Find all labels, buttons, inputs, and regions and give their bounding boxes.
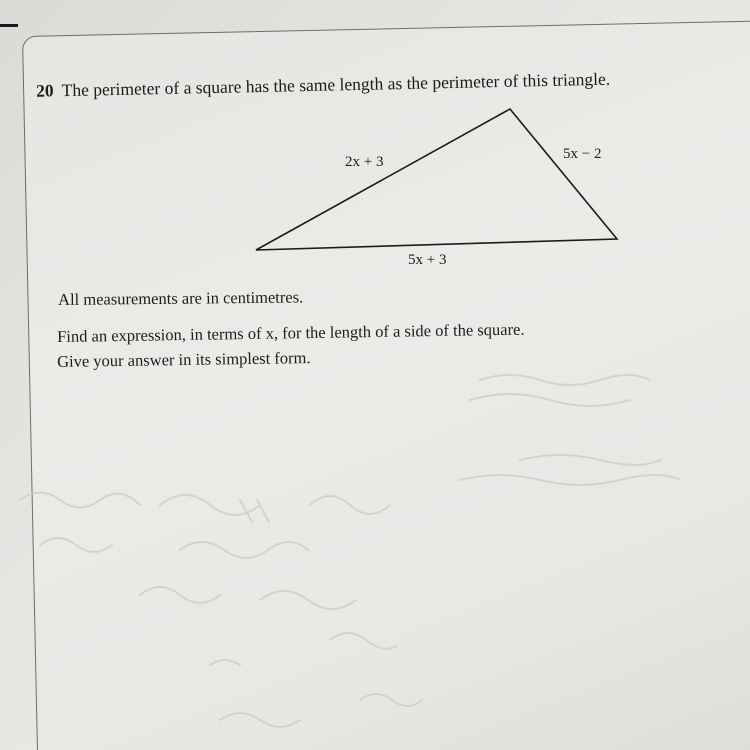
side-label-right: 5x − 2 xyxy=(563,146,602,162)
units-note: All measurements are in centimetres. xyxy=(58,287,304,309)
instruction-line-2: Give your answer in its simplest form. xyxy=(57,348,311,371)
question-number: 20 xyxy=(35,80,54,101)
instruction-line-1: Find an expression, in terms of x, for the length of a side of the square. xyxy=(57,319,525,346)
question-text: The perimeter of a square has the same length as the perimeter of this triangle. xyxy=(61,68,611,101)
side-label-bottom: 5x + 3 xyxy=(408,252,447,268)
triangle-shape xyxy=(256,109,617,250)
side-label-left: 2x + 3 xyxy=(345,154,384,170)
